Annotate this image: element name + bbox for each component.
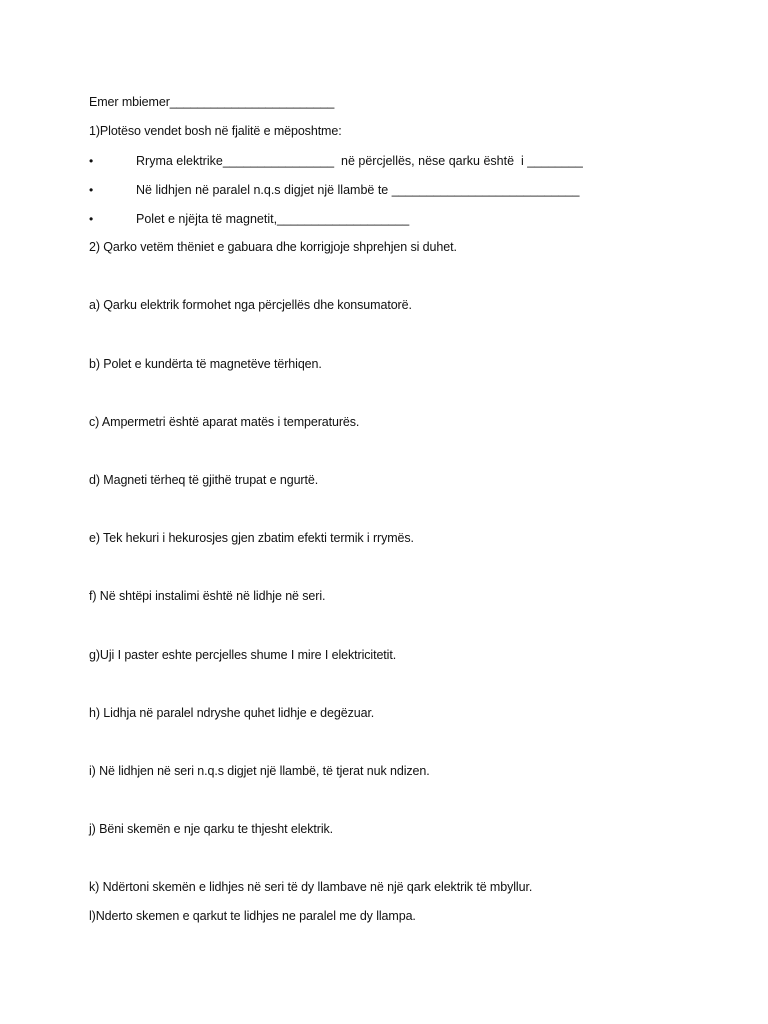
statement-c: c) Ampermetri është aparat matës i temperaturës. (89, 415, 360, 429)
statement-k: k) Ndërtoni skemën e lidhjes në seri të dy llambave në një qark elektrik të mbyllur. (89, 880, 533, 894)
statement-b: b) Polet e kundërta të magnetëve tërhiqen. (89, 357, 322, 371)
statement-a: a) Qarku elektrik formohet nga përcjellës dhe konsumatorë. (89, 298, 412, 312)
bullet-icon: • (89, 183, 94, 197)
statement-j: j) Bëni skemën e nje qarku te thjesht elektrik. (89, 822, 334, 836)
statement-e: e) Tek hekuri i hekurosjes gjen zbatim efekti termik i rrymës. (89, 531, 414, 545)
statement-g: g)Uji I paster eshte percjelles shume I mire I elektricitetit. (89, 648, 397, 662)
bullet-icon: • (89, 154, 94, 168)
bullet-icon: • (89, 212, 94, 226)
section1-title: 1)Plotëso vendet bosh në fjalitë e mëposhtme: (89, 124, 342, 138)
fill-blank-text: Në lidhjen në paralel n.q.s digjet një llambë te ___________________________ (136, 183, 580, 197)
statement-i: i) Në lidhjen në seri n.q.s digjet një llambë, të tjerat nuk ndizen. (89, 764, 430, 778)
statement-l: l)Nderto skemen e qarkut te lidhjes ne paralel me dy llampa. (89, 909, 416, 923)
section2-title: 2) Qarko vetëm thëniet e gabuara dhe korrigjoje shprehjen si duhet. (89, 240, 457, 254)
statement-f: f) Në shtëpi instalimi është në lidhje në seri. (89, 589, 326, 603)
statement-h: h) Lidhja në paralel ndryshe quhet lidhje e degëzuar. (89, 706, 375, 720)
statement-d: d) Magneti tërheq të gjithë trupat e ngurtë. (89, 473, 319, 487)
fill-blank-text: Polet e njëjta të magnetit,___________________ (136, 212, 410, 226)
fill-blank-text: Rryma elektrike________________ në përcjellës, nëse qarku është i ________ (136, 154, 583, 168)
name-line: Emer mbiemer________________________ (89, 95, 335, 109)
